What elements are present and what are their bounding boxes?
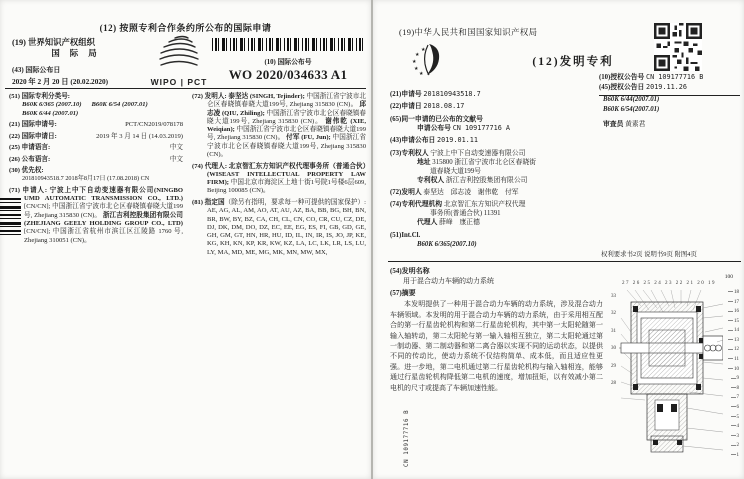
field-agent: (74) 代理人: 北京智汇东方知识产权代理事务所（普通合伙）(WISEAST INTELLECTUAL PROPERTY LAW FIRM); 中国北京市海淀区上地十街1号院1号楼6层609, Beijing 100085 (CN)。 — [192, 162, 367, 195]
svg-text:★: ★ — [419, 71, 424, 77]
field-inventors: (72)发明人 泰坚达 邱志凌 谢伟乾 付军 — [390, 188, 519, 196]
pub-date-value: 2020 年 2 月 20 日 (20.02.2020) — [12, 77, 109, 86]
pub-date-label: (43) 国际公布日 — [12, 66, 61, 74]
applicant-2: 浙江吉利控股集团有限公司 (ZHEJIANG GEELY HOLDING GROUP CO., LTD) — [24, 211, 184, 227]
invention-title: 用于混合动力车辆的动力系统 — [403, 277, 494, 285]
pages-info: 权利要求书2页 说明书9页 附图4页 — [601, 251, 697, 258]
doc-type-title: (12)发明专利 — [532, 56, 614, 68]
inventor-3: 谢伟乾 (XIE, Weiqian); — [207, 117, 367, 134]
org-bureau: 国 际 局 — [51, 49, 101, 58]
field-pub-date: (43)申请公布日 2019.01.11 — [390, 136, 478, 145]
wipo-org-block — [12, 37, 140, 87]
ipc-col-1: B60K 6/365 (2007.10) B60K 6/44 (2007.01) — [22, 101, 82, 117]
field-ipc — [9, 93, 183, 118]
field-intcl: (51)Int.Cl. B60K 6/365(2007.10) — [390, 231, 477, 248]
pub-no-value: WO 2020/034633 A1 — [228, 67, 348, 82]
wipo-logo-block — [146, 34, 212, 87]
cnipa-page — [373, 0, 744, 479]
figure-ref-100: 100 — [724, 274, 733, 280]
figure-right-numbers: 18 17 16 15 14 13 12 11 10 9 8 7 6 5 4 3 2 1 — [728, 290, 739, 458]
ipc-continued: B60K 6/44(2007.01) B60K 6/54(2007.01) 审查员 黄素君 — [603, 96, 660, 128]
wipo-globe-icon — [151, 34, 207, 70]
field-pub-language: (26) 公布语言: 中文 — [9, 155, 183, 163]
cnipa-logo-icon — [407, 42, 449, 83]
field-app-no: (21)申请号 201810943518.7 — [390, 90, 481, 98]
svg-text:★: ★ — [415, 52, 420, 58]
field-inventors: (72) 发明人: 泰坚达 (SINGH, Tejinder); 中国浙江省宁波市北仑区春晓镇春晓大道199号, Zhejiang 315830 (CN)。 邱志凌 (QIU, Zhiling); 中国浙江省宁波市北仑区春晓镇春晓大道199号, Zhejiang 315830 (CN)。 谢伟乾 (XIE, Weiqian); 中国浙江省宁波市北仑区春晓镇春晓大道199号, Zhejiang 315830 (CN)。 付军 (FU, Jun); 中国浙江省宁波市北仑区春晓镇春晓大道199号, Zhejiang 315830 (CN)。 — [192, 93, 367, 159]
grant-no-row: (10)授权公告号 CN 109177716 B — [599, 73, 704, 81]
inventor-4: 付军 (FU, Jun); — [286, 134, 331, 142]
field-agency: (74)专利代理机构 北京智汇东方知识产权代理 事务所(普通合伙) 11391 代理人 薛峰 康正德 — [390, 201, 526, 227]
pub-no-label: (10) 国际公布号 — [264, 59, 312, 66]
ipc-codes — [9, 101, 183, 118]
svg-text:★: ★ — [421, 47, 426, 53]
field-applicants: (71) 申请人: 宁波上中下自动变速器有限公司(NINGBO UMD AUTOMATIC TRANSMISSION CO., LTD.) [CN/CN]; 中国浙江省宁波市北仑区春晓镇春晓大道199号, Zhejiang 315830 (CN)。 浙江吉利控股集团有限公司 (ZHEJIANG GEELY HOLDING GROUP CO., LTD) [CN/CN]; 中国浙江省杭州市滨江区江陵路 1760 号, Zhejiang 310051 (CN)。 — [9, 186, 184, 244]
field-patentee: (73)专利权人 宁波上中下自动变速器有限公司 地址 315800 浙江省宁波市北仑区春晓街 道春晓大道199号 专利权人 浙江吉利控股集团有限公司 — [390, 149, 536, 184]
office-name: (19)中华人民共和国国家知识产权局 — [399, 28, 538, 37]
abstract-text: 本发明提供了一种用于混合动力车辆的动力系统，涉及混合动力车辆领域。本发明的用于混合动力车辆的动力系统，由于采用相互配合的第一行星齿轮机构和第二行星齿轮机构，其中第一太阳轮随第一输入轴转动，第二太阳轮与第一输入轴相互独立，第二太阳轮通过第一制动器、第二制动器和第二离合器以实现不同的运动状态，以提供不同的传动比，使动力系统不仅结构简单、成本低，而且适应性更强。进一步地，第二电机通过第二行星齿轮机构与输入轴相连，能够通过行星齿轮机构降低第二电机的速度，增加扭矩，以有效减小第二电机的尺寸或提高了车辆加速性能。 — [390, 300, 603, 392]
qr-code-icon — [654, 23, 702, 71]
figure-left-numbers: 33 32 31 30 29 28 — [611, 294, 616, 386]
wipo-bibliographic-body — [9, 93, 366, 260]
org-name: (19) 世界知识产权组织 — [12, 38, 96, 47]
field-pub-ref: (65)同一申请的已公布的文献号 申请公布号 CN 109177716 A — [390, 115, 510, 132]
inventor-1: 泰坚达 (SINGH, Tejinder); — [228, 93, 305, 100]
patent-figure — [611, 272, 739, 468]
wipo-page — [0, 0, 371, 479]
side-publication-code: CN 109177716 B — [404, 409, 410, 467]
field-filing-language: (25) 申请语言: 中文 — [9, 144, 183, 152]
header-divider — [5, 88, 366, 89]
pub-number-block — [212, 38, 364, 83]
barcode-icon — [212, 38, 364, 51]
abstract-block: (57)摘要 本发明提供了一种用于混合动力车辆的动力系统，涉及混合动力车辆领域。本发明的用于混合动力车辆的动力系统，由于采用相互配合的第一行星齿轮机构和第二行星齿轮机构，其中第一太阳轮随第一输入轴转动，第二太阳轮与第一输入轴相互独立，第二太阳轮通过第一制动器、第二制动器和第二离合器以实现不同的运动状态，以提供不同的传动比，使动力系统不仅结构简单、成本低，而且适应性更强。进一步地，第二电机通过第二行星齿轮机构与输入轴相连，能够通过行星齿轮机构降低第二电机的速度，增加扭矩，以有效减小第二电机的尺寸或提高了车辆加速性能。 — [390, 289, 603, 392]
ipc-label: (51) 国际专利分类号: — [9, 93, 70, 100]
field-designated-states: (81) 指定国（除另有指明，要求每一种可提供的国家保护）: AE, AG, AL, AM, AO, AT, AU, AZ, BA, BB, BG, BH, BN, BR, BW, BY, BZ, CA, CH, CL, CN, CO, CR, CU, CZ, DE, DJ, DK, DM, DO, DZ, EC, EE, EG, ES, FI, GB, GD, GE, GH, GM, GT, HN, HR, HU, ID, IL, IN, IR, IS, JO, JP, KE, KG, KH, KN, KP, KR, KW, KZ, LA, LC, LK, LR, LS, LU, LY, MA, MD, ME, MG, MK, MN, MW, MX, — [192, 198, 366, 256]
mid-divider — [388, 261, 741, 262]
ipc-col-2: B60K 6/54 (2007.01) — [91, 101, 148, 109]
cn-bibliographic-fields — [390, 90, 590, 252]
left-column — [9, 93, 183, 260]
field-priority: (30) 优先权: 201810943518.7 2018年8月17日 (17.08.2018) CN — [9, 167, 150, 183]
pct-header-title: (12) 按照专利合作条约所公布的国际申请 — [99, 23, 272, 33]
svg-text:★: ★ — [412, 59, 417, 65]
field-app-date: (22)申请日 2018.08.17 — [390, 102, 465, 111]
field-app-no: (21) 国际申请号: PCT/CN2019/078178 — [9, 121, 183, 129]
field-app-date: (22) 国际申请日: 2019 年 3 月 14 日 (14.03.2019) — [9, 132, 183, 140]
right-column — [192, 93, 366, 260]
side-barcode-icon — [0, 198, 21, 237]
figure-top-numbers: 27 26 25 24 23 22 21 20 19 — [622, 281, 716, 286]
inventor-2: 邱志凌 (QIU, Zhiling); — [207, 101, 366, 117]
applicant-1: 宁波上中下自动变速器有限公司(NINGBO UMD AUTOMATIC TRANSMISSION CO., LTD.) — [24, 186, 183, 203]
transmission-drawing — [619, 288, 723, 464]
grant-date-row: (45)授权公告日 2019.11.26 — [599, 82, 687, 91]
wipo-pct-wordmark: WIPO | PCT — [150, 77, 208, 87]
grant-block — [599, 73, 740, 96]
examiner-row: 审查员 黄素君 — [603, 121, 646, 128]
title-block: (54)发明名称 用于混合动力车辆的动力系统 — [390, 266, 738, 286]
svg-text:★: ★ — [414, 66, 419, 72]
